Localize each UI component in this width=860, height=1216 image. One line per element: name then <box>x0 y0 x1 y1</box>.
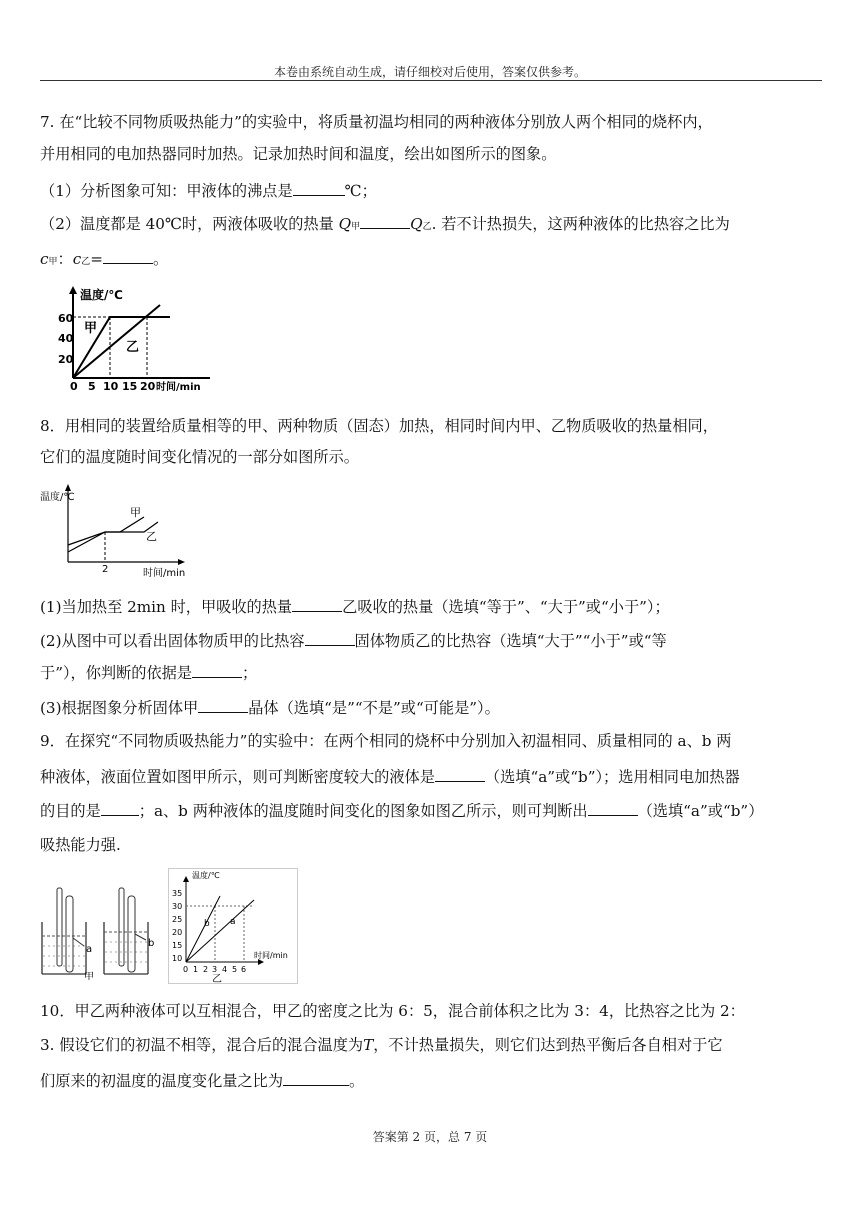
q9-label-b-pointer <box>135 934 146 940</box>
q9-graph-xlabel: 时间/min <box>254 951 288 960</box>
header-divider <box>40 80 822 81</box>
q9-graph-label-b: b <box>204 919 210 929</box>
q7-blank-specific-heat-ratio[interactable] <box>103 248 153 264</box>
q8-s2-end: ； <box>242 664 258 682</box>
q7-ytick-40: 40 <box>58 332 74 345</box>
q8-blank-reason[interactable] <box>192 662 242 678</box>
q7-c-sub-b: 乙 <box>81 257 91 267</box>
q9-label-b: b <box>148 938 155 949</box>
q7-c-symbol-a: c <box>40 250 49 268</box>
q9-xtick-0: 0 <box>183 965 189 974</box>
q7-part1-unit: ℃； <box>344 182 377 200</box>
q8-line-1: 8．用相同的装置给质量相等的甲、两种物质（固态）加热，相同时间内甲、乙物质吸收的热量相同， <box>40 417 718 435</box>
q7-label-yi: 乙 <box>126 340 140 355</box>
q8-curve-jia <box>68 517 144 545</box>
q8-s3-text: (3)根据图象分析固体甲 <box>40 699 199 717</box>
q9-caption-jia: 甲 <box>84 972 94 980</box>
q9-graph-ylabel: 温度/℃ <box>192 871 220 880</box>
q8-ylabel: 温度/℃ <box>40 492 75 503</box>
q9-label-a: a <box>86 944 93 955</box>
q9-line-2 <box>40 766 830 787</box>
q9-caption-yi: 乙 <box>212 974 222 984</box>
q7-line-2: 并用相同的电加热器同时加热。记录加热时间和温度，绘出如图所示的图象。 <box>40 145 557 163</box>
q7-c-symbol-b: c <box>72 250 82 268</box>
q8-label-jia: 甲 <box>130 506 141 519</box>
q9-figure-beakers <box>40 880 170 980</box>
q9-label-a-pointer <box>73 938 84 946</box>
q7-part2-text: （2）温度都是 40℃时，两液体吸收的热量 <box>40 215 334 233</box>
q8-sub-2-cont <box>40 662 830 683</box>
page-footer: 答案第 2 页，总 7 页 <box>372 1130 488 1144</box>
q7-line-5 <box>40 248 830 272</box>
q8-line-2: 它们的温度随时间变化情况的一部分如图所示。 <box>40 448 359 466</box>
q7-ytick-20: 20 <box>58 353 74 366</box>
q7-y-arrow <box>69 286 77 294</box>
q8-sub-1 <box>40 596 830 617</box>
q7-xtick-20: 20 <box>140 380 156 393</box>
q9-line-4: 吸热能力强. <box>40 836 121 854</box>
q9-thermometer-a <box>57 888 62 966</box>
q7-c-sub-a: 甲 <box>48 257 58 267</box>
q7-line-4 <box>40 213 830 237</box>
q9-xtick-3: 3 <box>212 965 218 974</box>
q7-q-sub-a: 甲 <box>351 222 361 232</box>
q8-s2-tail: 固体物质乙的比热容（选填“大于”“小于”或“等 <box>354 632 667 650</box>
q7-blank-heat-compare[interactable] <box>360 213 410 229</box>
q7-xtick-5: 5 <box>88 380 96 393</box>
q9-line3-text: 的目的是 <box>40 802 101 820</box>
q9-xtick-2: 2 <box>203 965 209 974</box>
q7-figure <box>40 283 220 393</box>
q9-xtick-5: 5 <box>232 965 238 974</box>
q10-period: 。 <box>349 1072 365 1090</box>
page-header-note: 本卷由系统自动生成，请仔细校对后使用，答案仅供参考。 <box>273 65 586 79</box>
q9-line-3 <box>40 800 830 821</box>
q8-s3-tail: 晶体（选填“是”“不是”或“可能是”）。 <box>248 699 500 717</box>
q9-y-arrow <box>183 876 189 882</box>
q7-ratio-sep: ： <box>57 250 73 268</box>
q8-sub-2 <box>40 630 830 651</box>
q9-ytick-20: 20 <box>172 928 183 937</box>
q8-s2-reason-text: 于”），你判断的依据是 <box>40 664 193 682</box>
q10-line-2 <box>40 1035 830 1055</box>
q10-line-3 <box>40 1070 830 1091</box>
q7-ytick-60: 60 <box>58 312 74 325</box>
q9-graph-label-a: a <box>230 917 236 927</box>
q9-ytick-35: 35 <box>172 889 183 898</box>
q7-q-symbol-b: Q <box>410 215 423 233</box>
q10-line2-tail: ，不计热量损失，则它们达到热平衡后各自相对于它 <box>373 1036 723 1054</box>
q7-xtick-10: 10 <box>103 380 119 393</box>
q9-ytick-10: 10 <box>172 954 183 963</box>
q10-line2-text: 3. 假设它们的初温不相等，混合后的混合温度为 <box>40 1036 364 1054</box>
q7-xtick-0: 0 <box>70 380 78 393</box>
q9-ytick-30: 30 <box>172 902 183 911</box>
q8-s1-text: (1)当加热至 2min 时，甲吸收的热量 <box>40 598 293 616</box>
q9-ytick-25: 25 <box>172 915 183 924</box>
q9-heater-b <box>128 896 135 972</box>
q7-label-jia: 甲 <box>84 321 98 336</box>
q8-s2-text: (2)从图中可以看出固体物质甲的比热容 <box>40 632 305 650</box>
q9-line2-text: 种液体，液面位置如图甲所示，则可判断密度较大的液体是 <box>40 768 435 786</box>
q7-q-sub-b: 乙 <box>422 222 432 232</box>
q9-ytick-15: 15 <box>172 941 183 950</box>
q9-figure-graph <box>168 868 298 984</box>
q9-line2-tail: （选填“a”或“b”）；选用相同电加热器 <box>484 768 740 786</box>
q9-blank-purpose[interactable] <box>101 800 139 816</box>
q7-ylabel: 温度/℃ <box>80 288 123 302</box>
q7-q-symbol-a: Q <box>338 215 352 233</box>
q9-blank-absorb[interactable] <box>588 800 638 816</box>
q10-t-symbol: T <box>363 1036 374 1054</box>
q7-part2-tail: . 若不计热损失，这两种液体的比热容之比为 <box>431 215 730 233</box>
q9-line3-mid: ；a、b 两种液体的温度随时间变化的图象如图乙所示，则可判断出 <box>138 802 588 820</box>
q7-xlabel: 时间/min <box>156 382 201 393</box>
q7-line-3 <box>40 180 830 201</box>
q7-equals: = <box>90 250 103 268</box>
q7-part1-text: （1）分析图象可知：甲液体的沸点是 <box>40 182 293 200</box>
q8-blank-heat-2min[interactable] <box>292 596 342 612</box>
q8-s1-tail: 乙吸收的热量（选填“等于”、“大于”或“小于”）； <box>342 598 670 616</box>
q10-line3-text: 们原来的初温度的温度变化量之比为 <box>40 1072 283 1090</box>
q9-blank-density[interactable] <box>435 766 485 782</box>
q8-x-arrow <box>178 559 185 565</box>
q10-line-1: 10．甲乙两种液体可以互相混合，甲乙的密度之比为 6：5，混合前体积之比为 3：4，比热容之比为 2： <box>40 1002 745 1020</box>
q8-xlabel: 时间/min <box>143 568 186 579</box>
q8-xtick-2: 2 <box>102 564 109 575</box>
q8-blank-specific-heat[interactable] <box>305 630 355 646</box>
q9-line-1: 9．在探究“不同物质吸热能力”的实验中：在两个相同的烧杯中分别加入初温相同、质量相同的 a、b 两 <box>40 732 732 750</box>
q9-heater-a <box>66 896 73 972</box>
q7-xtick-15: 15 <box>122 380 138 393</box>
q7-period: 。 <box>152 250 169 268</box>
q9-xtick-4: 4 <box>222 965 228 974</box>
q8-label-yi: 乙 <box>146 530 157 543</box>
q8-curve-yi <box>68 522 158 552</box>
q9-xtick-1: 1 <box>193 965 199 974</box>
q8-blank-crystal[interactable] <box>198 697 248 713</box>
q8-figure <box>40 480 200 580</box>
q8-sub-3 <box>40 697 830 718</box>
q9-line3-tail: （选填“a”或“b”） <box>637 802 764 820</box>
q9-thermometer-b <box>119 888 124 966</box>
q8-y-arrow <box>65 484 71 491</box>
q7-line-1: 7. 在“比较不同物质吸热能力”的实验中，将质量初温均相同的两种液体分别放人两个相同的烧杯内， <box>40 113 713 131</box>
q7-blank-boiling-point[interactable] <box>293 180 345 196</box>
q10-blank-temp-change-ratio[interactable] <box>283 1070 349 1086</box>
q9-xtick-6: 6 <box>241 965 247 974</box>
